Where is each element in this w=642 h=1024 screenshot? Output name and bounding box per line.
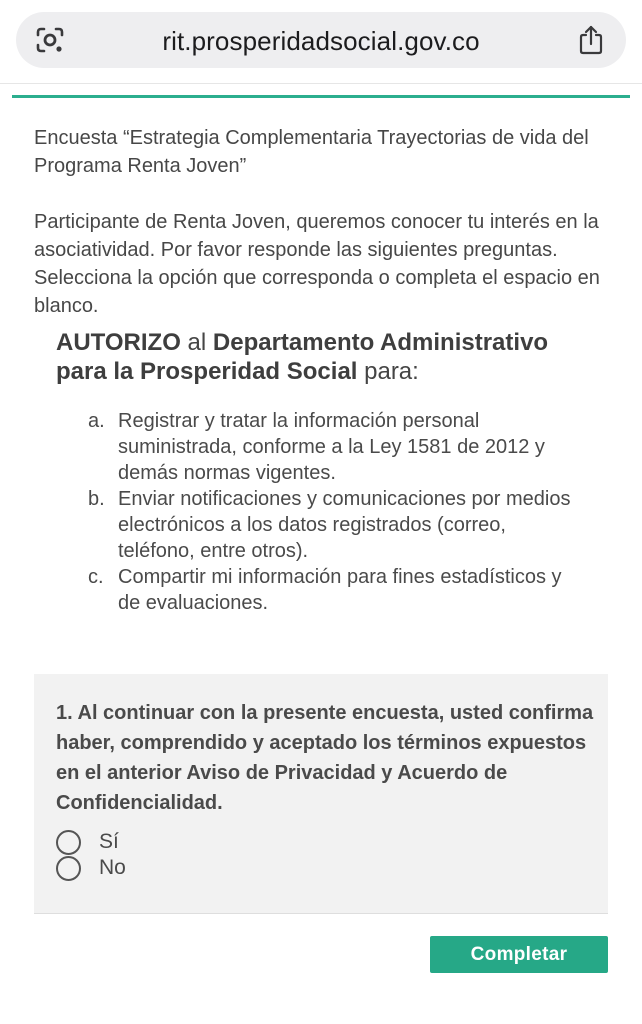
authorize-keyword: AUTORIZO (56, 329, 181, 356)
authorized-entity: Departamento Administrativo para la Prosperidad Social (56, 329, 549, 385)
survey-title: Encuesta “Estrategia Complementaria Trayectorias de vida del Programa Renta Joven” (34, 127, 589, 177)
authorize-connector: al (180, 329, 213, 356)
question-card (34, 674, 608, 914)
radio-button-si[interactable] (56, 830, 81, 855)
authorization-statement (56, 328, 596, 386)
list-marker: a. (88, 410, 105, 432)
address-bar[interactable] (16, 12, 626, 68)
radio-button-no[interactable] (56, 856, 81, 881)
list-item-text: Registrar y tratar la información personal suministrada, conforme a la Ley 1581 de 2012 y demás normas vigentes. (118, 410, 545, 484)
question-text: 1. Al continuar con la presente encuesta, usted confirma haber, comprendido y aceptado los términos expuestos en el anterior Aviso de Privacidad y Acuerdo de Confidencialidad. (56, 702, 594, 814)
authorization-list (88, 408, 588, 616)
list-marker: b. (88, 488, 105, 510)
complete-button[interactable]: Completar (430, 936, 608, 973)
list-item-text: Enviar notificaciones y comunicaciones por medios electrónicos a los datos registrados (correo, teléfono, entre otros). (118, 488, 571, 562)
url-text[interactable]: rit.prosperidadsocial.gov.co (162, 26, 480, 56)
header-accent-line (12, 95, 630, 98)
list-item (88, 408, 588, 486)
option-si[interactable] (56, 828, 119, 856)
browser-top-bar (0, 0, 642, 84)
survey-instructions: Participante de Renta Joven, queremos conocer tu interés en la asociatividad. Por favor responde las siguientes preguntas. Selecciona la opción que corresponda o completa el espacio en blanco. (34, 211, 600, 317)
list-marker: c. (88, 566, 104, 588)
list-item (88, 564, 588, 616)
option-no[interactable] (56, 854, 126, 882)
option-label: No (99, 856, 126, 879)
authorize-suffix: para: (357, 358, 419, 385)
list-item (88, 486, 588, 564)
list-item-text: Compartir mi información para fines estadísticos y de evaluaciones. (118, 566, 562, 614)
option-label: Sí (99, 830, 119, 853)
share-icon[interactable] (578, 24, 604, 56)
